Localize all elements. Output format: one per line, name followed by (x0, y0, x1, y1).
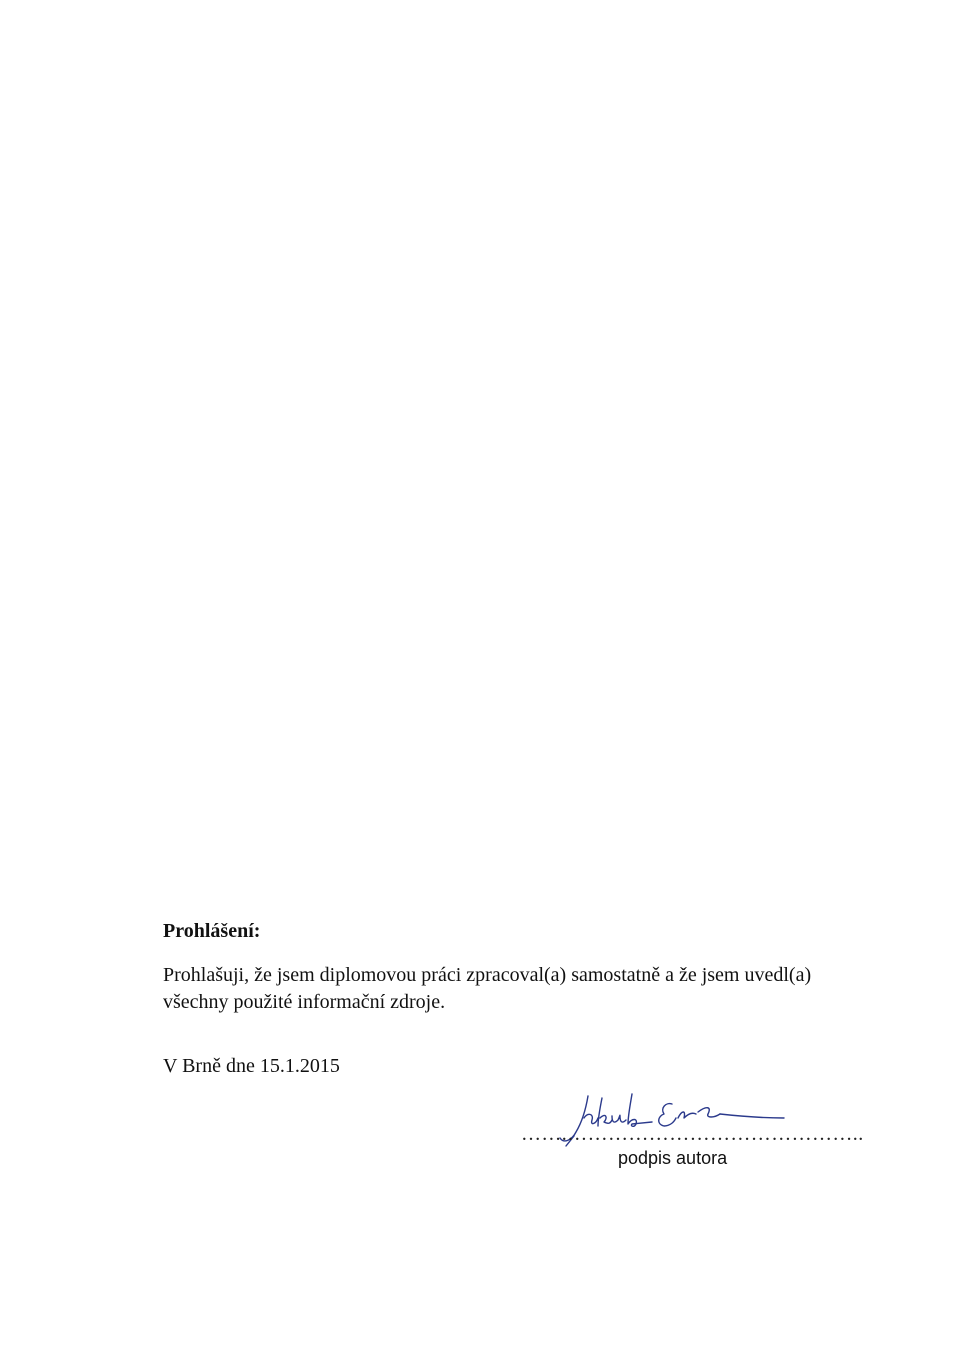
declaration-statement (163, 962, 843, 1016)
declaration-heading: Prohlášení: (163, 920, 261, 942)
signature-line: …….…………………………………….. (521, 1123, 864, 1145)
statement-line-2: všechny použité informační zdroje. (163, 991, 446, 1013)
place-and-date: V Brně dne 15.1.2015 (163, 1055, 340, 1077)
statement-line-1: Prohlašuji, že jsem diplomovou práci zpracoval(a) samostatně a že jsem uvedl(a) (163, 964, 812, 986)
signature-caption: podpis autora (618, 1148, 728, 1168)
